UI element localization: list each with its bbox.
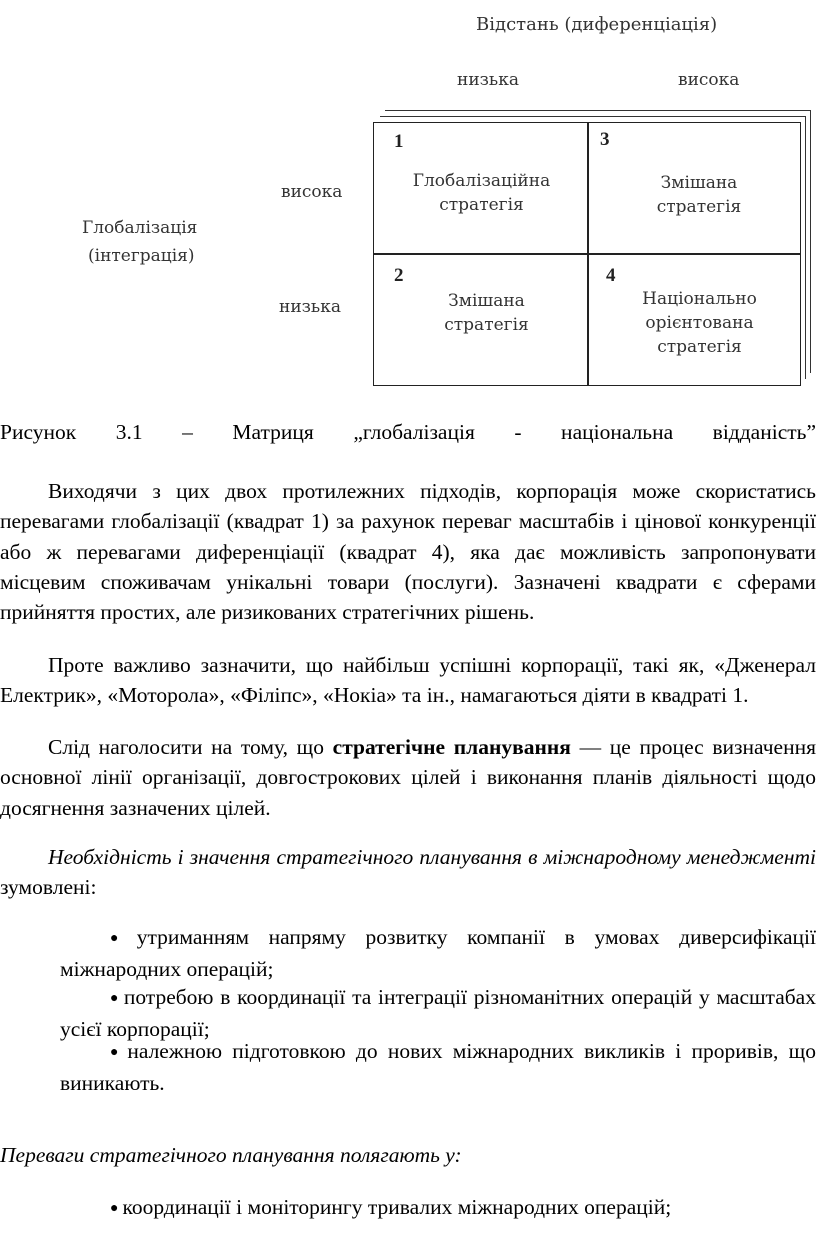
cell-3-number: 3 (600, 129, 610, 150)
paragraph-3-text-before: Слід наголосити на тому, що (48, 735, 333, 759)
column-label-low: низька (457, 70, 519, 90)
list-item-text: координації і моніторингу тривалих міжнародних операцій; (122, 1195, 672, 1219)
left-axis-title-line1: Глобалізація (82, 218, 198, 238)
paragraph-4-text-after: зумовлені: (0, 875, 97, 900)
matrix-grid (373, 122, 801, 386)
bullet-icon: ● (110, 991, 120, 1006)
cell-1-label (394, 169, 569, 217)
globalization-matrix-diagram (0, 0, 816, 400)
column-label-high: висока (678, 70, 740, 90)
cell-1-line2: стратегія (439, 195, 524, 215)
cell-4-line3: стратегія (657, 337, 742, 357)
cell-2-label (404, 289, 569, 337)
left-axis-title-line2: (інтеграція) (88, 246, 195, 266)
cell-4-label (612, 287, 787, 359)
cell-4-number: 4 (606, 265, 616, 286)
list-item (60, 1192, 816, 1224)
paragraph-4-italic: Необхідність і значення стратегічного планування в міжнародному менеджменті (48, 845, 816, 869)
paragraph-1: Виходячи з цих двох протилежних підходів, корпорація може скористатись перевагами глобалізації (квадрат 1) за рахунок переваг масштабів і цінової конкуренції або ж перевагами диференціації (квадрат 4), яка дає можливість запропонувати місцевим споживачам унікальні товари (послуги). Зазначені квадрати є сферами прийняття простих, але ризикованих стратегічних рішень. (0, 479, 816, 625)
bullet-icon: ● (110, 931, 133, 946)
cell-2-number: 2 (394, 265, 404, 286)
cell-4-line2: орієнтована (645, 313, 754, 333)
cell-3-label (614, 171, 784, 219)
cell-3-line1: Змішана (660, 173, 738, 193)
strategic-planning-term: стратегічне планування (332, 735, 571, 759)
row-label-low: низька (279, 297, 341, 317)
list-item (60, 1036, 816, 1099)
cell-2-line1: Змішана (448, 291, 525, 311)
paragraph-4 (0, 842, 816, 903)
figure-caption: Рисунок 3.1 – Матриця „глобалізація - національна відданість” (0, 420, 816, 444)
matrix-horizontal-divider (374, 253, 800, 255)
cell-1-number: 1 (394, 131, 404, 152)
paragraph-3 (0, 732, 816, 823)
paragraph-2: Проте важливо зазначити, що найбільш успішні корпорації, такі як, «Дженерал Електрик», «Моторола», «Філіпс», «Нокіа» та ін., намагаються діяти в квадраті 1. (0, 653, 816, 708)
cell-1-line1: Глобалізаційна (412, 171, 551, 191)
bullet-icon: ● (110, 1201, 119, 1216)
list-item (60, 922, 816, 985)
cell-4-line1: Національно (642, 289, 757, 309)
list-item-text: належною підготовкою до нових міжнародних викликів і проривів, що виникають. (60, 1039, 816, 1096)
cell-3-line2: стратегія (656, 197, 742, 217)
top-axis-title: Відстань (диференціація) (476, 14, 718, 35)
advantages-heading: Переваги стратегічного планування полягають у: (0, 1143, 462, 1167)
bullet-icon: ● (110, 1045, 124, 1060)
paragraph-3-text-after: — це процес визначення основної лінії організації, довгострокових цілей і виконання планів діяльності щодо досягнення зазначених цілей. (0, 735, 816, 820)
list-item-text: потребою в координації та інтеграції різноманітних операцій у масштабах усієї корпорації; (60, 985, 816, 1042)
list-item-text: утриманням напряму розвитку компанії в умовах диверсифікації міжнародних операцій; (60, 925, 816, 982)
cell-2-line2: стратегія (444, 315, 529, 335)
row-label-high: висока (281, 182, 343, 202)
